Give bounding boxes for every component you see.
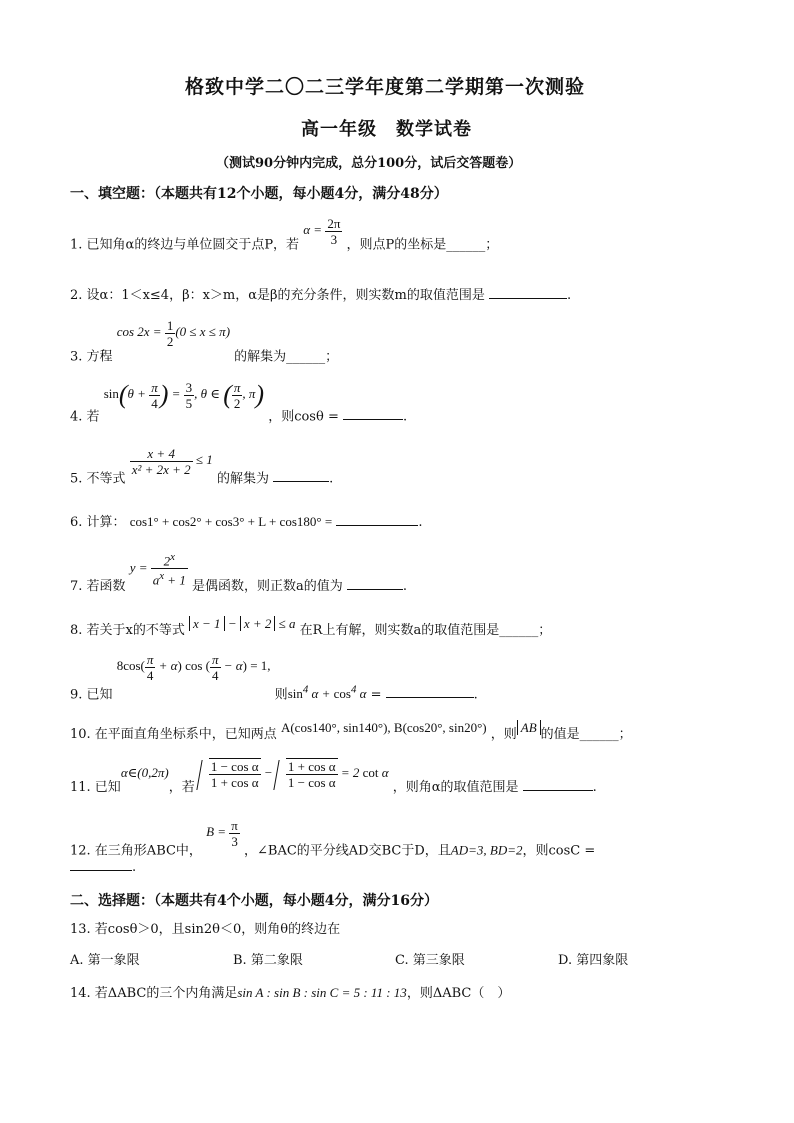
question-7: 7. 若函数 y = $\frac{2^x}{a^x + 1}$ 是偶函数，则正数a的值为 . [70,551,408,594]
q9-formula: $\sin^4 \alpha + \cos^4 \alpha$ [287,684,367,702]
q11-pre: 11. 已知 [70,779,121,795]
question-9: 9. 已知 8cos( $\frac{\pi}{4}$ + α) cos ( $\frac{\pi}{4}$ − α) = 1, 则$\sin^4 \alpha + \cos^4 \alpha$ = . [70,652,478,703]
q5-formula: $\frac{x + 4}{\text{x² + 2x + 2}}$ ≤ 1 [131,446,213,477]
q10-post2: 的值是______； [540,727,632,742]
question-14 [70,985,510,1002]
q10-ab-magnitude: AB [517,720,541,735]
q11-answer-blank[interactable] [523,778,593,791]
question-12 [70,818,595,859]
q1-pre: 1. 已知角α的终边与单位圆交于点P，若 [70,237,300,253]
q13-option-d[interactable]: D. 第四象限 [558,953,629,968]
section-choice-title: 二、选择题：（本题共有4个小题，每小题4分，满分16分） [70,893,438,909]
q10-post: ，则 [490,727,517,742]
q2-answer-blank[interactable] [489,286,567,299]
question-1 [70,216,498,253]
q11-formula: $\frac{\text{1 − cos α}}{\text{1 + cos α}}$ − $\frac{\text{1 + cos α}}{\text{1 − cos α}}$ = 2 cot α [199,765,389,780]
question-8 [70,616,551,639]
question-13: 13. 若cosθ＞0，且sin2θ＜0，则角θ的终边在 [70,922,341,937]
q12-answer-line: . [70,858,136,876]
q11-condition: α∈(0,2π) [120,764,169,780]
q7-pre: 7. 若函数 [70,578,126,594]
q14-formula: sin A : sin B : sin C = 5 : 11 : 13 [237,985,407,1000]
question-4: 4. 若 sin(θ + $\frac{\pi}{4}$ ) = $\frac{3}{5}$ , θ ∈ ( $\frac{\pi}{2}$ , π) ，则cosθ = . [70,380,408,425]
q13-option-b[interactable]: B. 第二象限 [233,953,303,968]
q5-pre: 5. 不等式 [70,471,126,487]
exam-title: 高一年级 数学试卷 [301,119,472,140]
q5-post: 的解集为 [216,471,269,487]
section-fill-in-title: 一、填空题：（本题共有12个小题，每小题4分，满分48分） [70,186,448,202]
q13-option-c[interactable]: C. 第三象限 [395,953,465,968]
question-6: 6. 计算： cos1° + cos2° + cos3° + L + cos180° = . [70,514,423,530]
q14-pre: 14. 若ΔABC的三个内角满足 [70,986,238,1001]
q1-post: ，则点P的坐标是______； [346,237,499,253]
q11-post: ，则角α的取值范围是 [392,779,519,795]
question-2: 2. 设α：1＜x≤4，β：x＞m，α是β的充分条件，则实数m的取值范围是 . [70,288,572,303]
q4-answer-blank[interactable] [343,407,403,420]
question-10 [70,720,632,743]
q12-formula: B = $\frac{\pi}{3}$ [206,818,238,849]
q7-post: 是偶函数，则正数a的值为 [191,578,343,594]
q8-formula: x − 1 − x + 2 ≤ a [189,616,296,631]
q7-formula: y = $\frac{2^x}{a^x + 1}$ [129,551,186,588]
question-11: 11. 已知α∈(0,2π)，若 $\frac{\text{1 − cos α}}{\text{1 + cos α}}$ − $\frac{\text{1 + cos α}}{\text{1 − cos α}}$ = 2 cot α ，则角α的取值范围是 . [70,759,597,795]
q9-pre: 9. 已知 [70,687,113,703]
q6-pre: 6. 计算： [70,515,126,530]
q12-pre: 12. 在三角形ABC中， [70,843,202,859]
q12-mid: ，∠BAC的平分线AD交BC于D，且 [244,843,451,859]
question-5: 5. 不等式 $\frac{x + 4}{\text{x² + 2x + 2}}$ ≤ 1 的解集为 . [70,446,334,487]
q10-points: A(cos140°, sin140°), B(cos20°, sin20°) [280,720,487,735]
q13-option-a[interactable]: A. 第一象限 [70,953,140,968]
q12-lengths: AD=3, BD=2 [450,842,523,858]
q14-post: ，则ΔABC（ ） [406,986,511,1001]
q9-mid: 则 [274,687,288,703]
q9-condition: 8cos( $\frac{\pi}{4}$ + α) cos ( $\frac{\pi}{4}$ − α) = 1, [116,652,271,683]
q1-formula: α = $\frac{2\pi}{3}$ [303,216,341,247]
q3-formula: cos 2x = $\frac{1}{2}$ (0 ≤ x ≤ π) [116,318,231,349]
q9-post: = [370,687,382,703]
q4-formula: sin(θ + $\frac{\pi}{4}$ ) = $\frac{3}{5}$ , θ ∈ ( $\frac{\pi}{2}$ , π) [103,380,265,411]
q4-pre: 4. 若 [70,409,100,425]
q7-answer-blank[interactable] [347,577,403,590]
q2-text: 2. 设α：1＜x≤4，β：x＞m，α是β的充分条件，则实数m的取值范围是 [70,288,485,303]
q12-answer-blank[interactable] [70,858,132,871]
q4-post: ，则cosθ = [268,409,339,425]
q8-pre: 8. 若关于x的不等式 [70,623,185,638]
exam-note: （测试90分钟内完成，总分100分，试后交答题卷） [216,156,522,171]
q3-post: 的解集为______； [234,349,339,365]
q12-post: ，则cosC = [522,843,596,859]
q10-pre: 10. 在平面直角坐标系中，已知两点 [70,727,277,742]
q6-answer-blank[interactable] [336,513,418,526]
q9-answer-blank[interactable] [386,685,474,698]
q3-pre: 3. 方程 [70,349,113,365]
q8-post: 在R上有解，则实数a的取值范围是______； [299,623,552,638]
q6-formula: cos1° + cos2° + cos3° + L + cos180° = [129,514,333,529]
q11-mid: ，若 [168,779,195,795]
question-3 [70,318,338,365]
q5-answer-blank[interactable] [273,469,329,482]
school-title: 格致中学二〇二三学年度第二学期第一次测验 [185,76,586,98]
